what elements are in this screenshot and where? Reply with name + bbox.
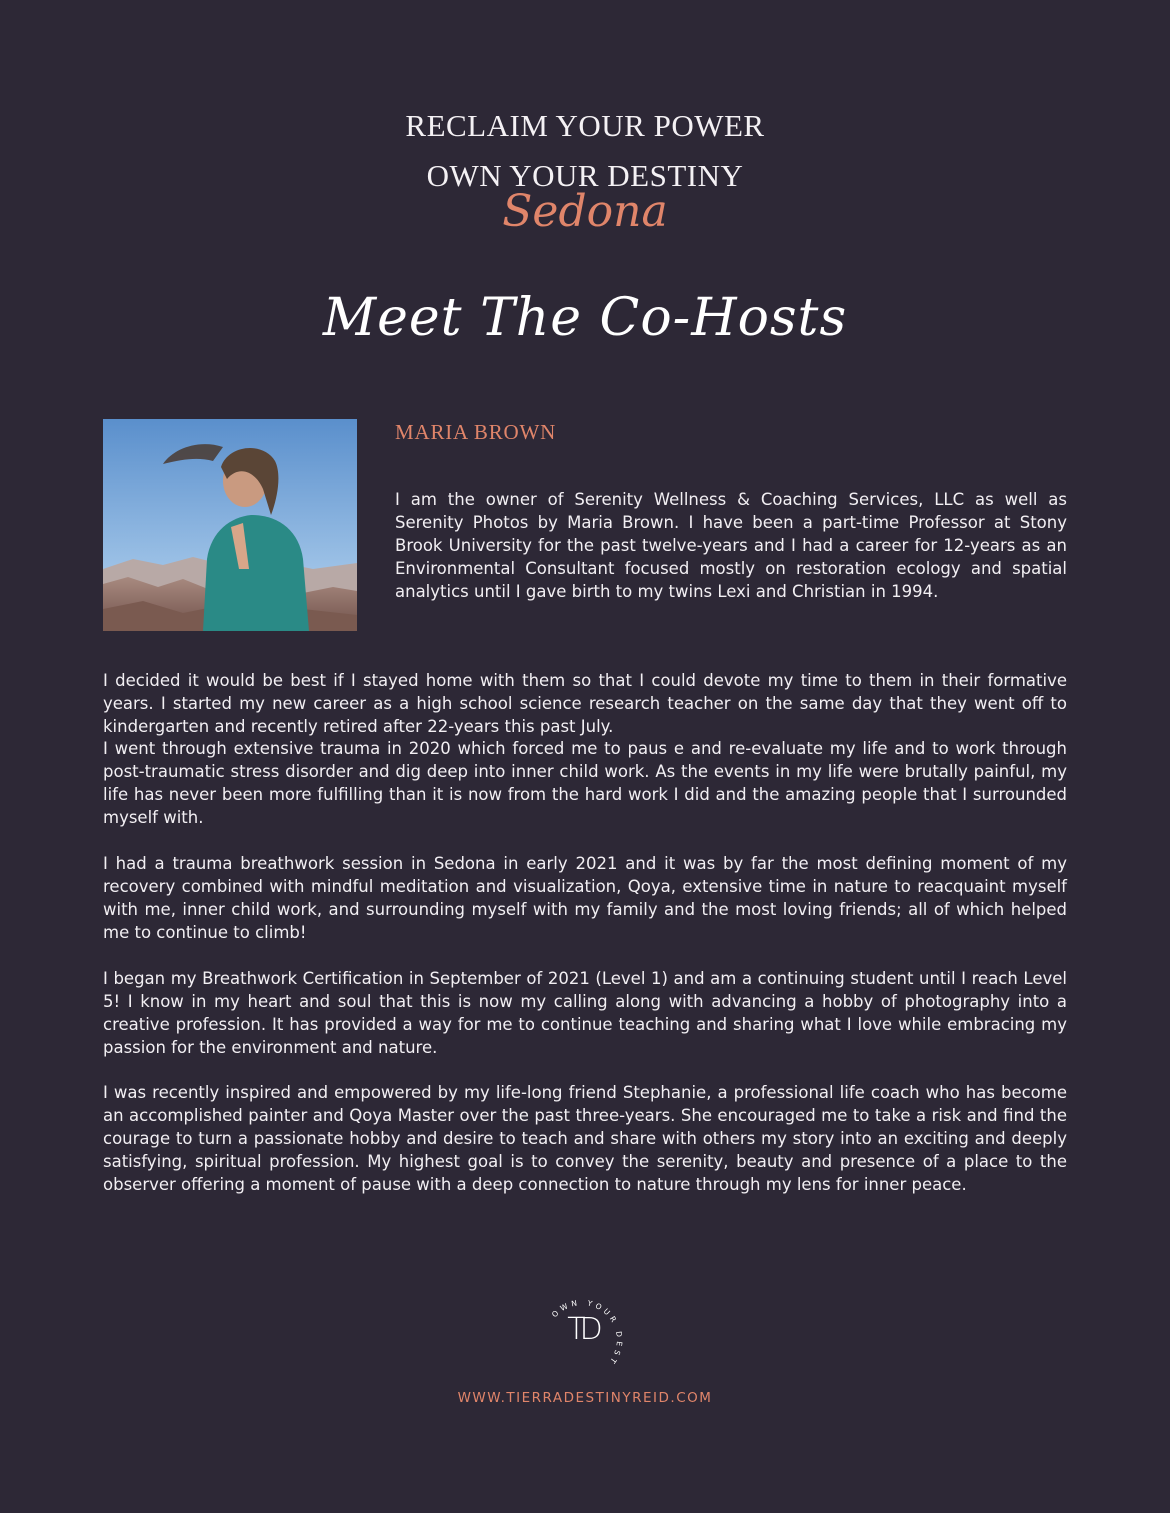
bio-paragraph: I went through extensive trauma in 2020 which forced me to paus e and re-evaluate my life and to work through post-traumatic stress disorder and dig deep into inner child work. As the events in my life were brutally painful, my life has never been more fulfilling than it is now from the hard work I did and the amazing people that I surrounded myself with. xyxy=(103,739,1067,827)
logo-monogram: TD xyxy=(567,1312,597,1347)
event-title-line-1: RECLAIM YOUR POWER xyxy=(405,108,765,143)
bio-paragraph: I was recently inspired and empowered by my life-long friend Stephanie, a professional life coach who has become an accomplished painter and Qoya Master over the past three-years. She encouraged me to take a risk and find the courage to turn a passionate hobby and desire to teach and share with others my story into an exciting and deeply satisfying, spiritual profession. My highest goal is to convey the serenity, beauty and presence of a place to the observer offering a moment of pause with a deep connection to nature through my lens for inner peace. xyxy=(103,1083,1067,1194)
brand-logo xyxy=(535,1278,635,1378)
bio-paragraph: I began my Breathwork Certification in September of 2021 (Level 1) and am a continuing student until I reach Level 5! I know in my heart and soul that this is now my calling along with advancing a hobby of photography into a creative profession. It has provided a way for me to continue teaching and sharing what I love while embracing my passion for the environment and nature. xyxy=(103,969,1067,1057)
event-title-line-2: OWN YOUR DESTINY xyxy=(426,158,744,193)
section-heading: Meet The Co-Hosts xyxy=(322,288,848,348)
bio-paragraph: I decided it would be best if I stayed home with them so that I could devote my time to them in their formative years. I started my new career as a high school science research teacher on the same day that they went off to kindergarten and recently retired after 22-years this past July. xyxy=(103,671,1067,736)
host-photo-image xyxy=(103,419,357,631)
website-link[interactable]: WWW.TIERRADESTINYREID.COM xyxy=(457,1390,713,1406)
host-intro-text: I am the owner of Serenity Wellness & Coaching Services, LLC as well as Serenity Photos by Maria Brown. I have been a part-time Professor at Stony Brook University for the past twelve-years and I had a career for 12-years as an Environmental Consultant focused mostly on restoration ecology and spatial analytics until I gave birth to my twins Lexi and Christian in 1994. xyxy=(395,490,1067,601)
brand-logo-mark xyxy=(535,1278,635,1378)
bio-paragraph: I had a trauma breathwork session in Sedona in early 2021 and it was by far the most defining moment of my recovery combined with mindful meditation and visualization, Qoya, extensive time in nature to reacquaint myself with me, inner child work, and surrounding myself with my family and the most loving friends; all of which helped me to continue to climb! xyxy=(103,854,1067,942)
host-name: MARIA BROWN xyxy=(395,420,557,444)
logo-ring-text: OWN YOUR DEST xyxy=(549,1297,625,1368)
event-location: Sedona xyxy=(502,186,668,237)
host-photo xyxy=(103,419,357,631)
